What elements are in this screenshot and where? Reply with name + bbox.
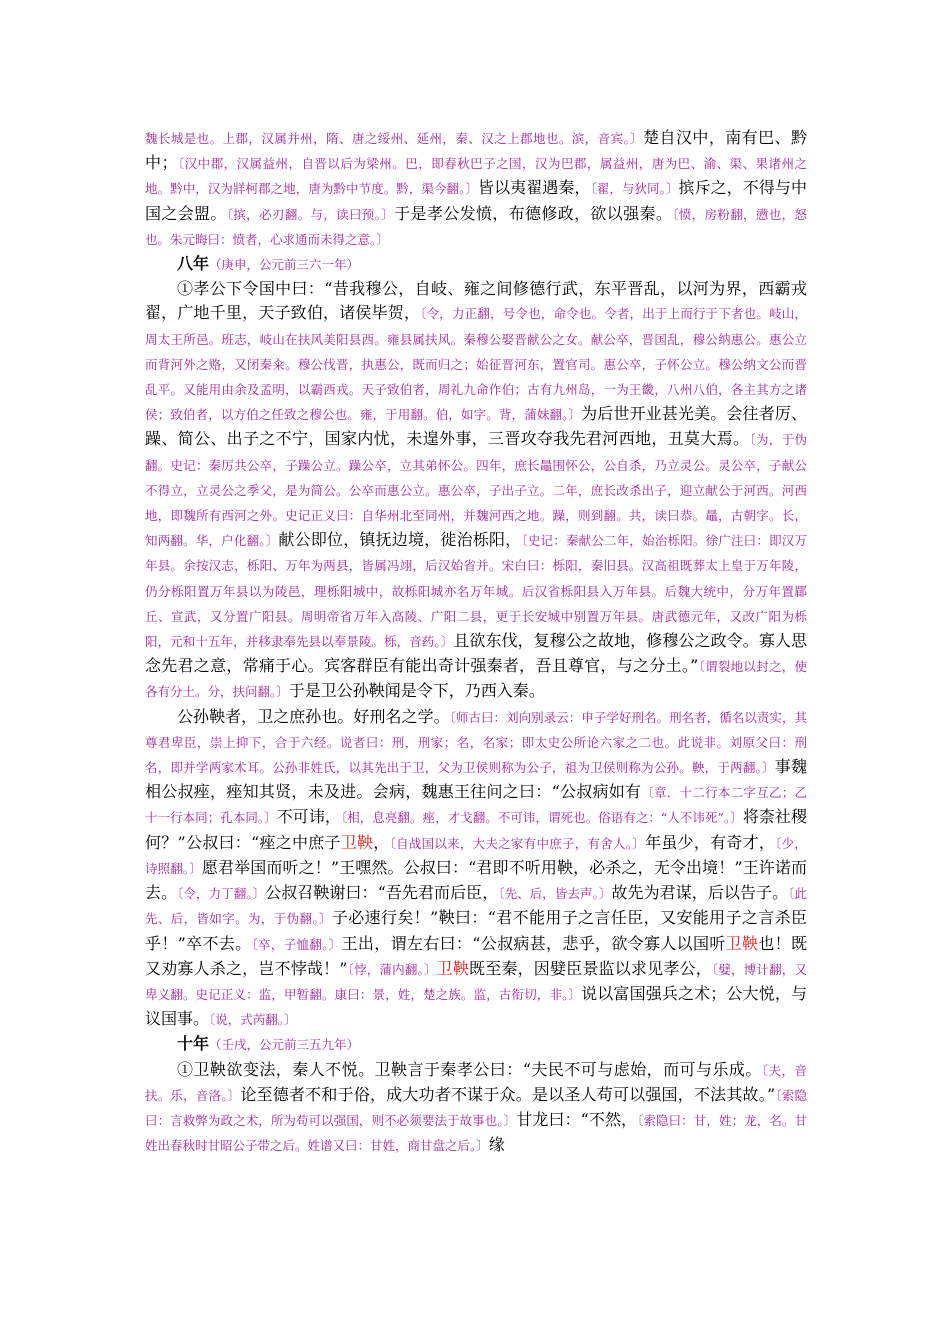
annotation-note: 〔为，于伪翻。史记：秦厉共公卒，子躁公立。躁公卒，立其弟怀公。四年，庶长鼂围怀公，公自杀，乃立灵公。灵公卒，子献公不得立，立灵公之季父，是为简公。公卒而惠公立。惠公卒，子出子立。二年，庶长改杀出子，迎立献公于河西。河西地，即魏所有西河之外。史记正义曰：自华州北至同州，并魏河西之地。躁，则到翻。共，读曰恭。鼂，古朝字。长，知两翻。华，户化翻。〕 <box>145 432 807 549</box>
main-text: 既至秦，因嬖臣景监以求见孝公， <box>469 958 712 978</box>
annotation-note: 魏长城是也。上郡，汉属并州，隋、唐之绥州、延州，秦、汉之上郡地也。滨，音宾。〕 <box>145 131 644 146</box>
paragraph-p1 <box>145 126 807 252</box>
main-text: 也！既又劝寡人杀之，岂不悖哉！” <box>145 933 807 978</box>
main-text: ， <box>373 832 390 852</box>
annotation-note: 〔相，息亮翻。痤，才戈翻。不可讳，谓死也。俗语有之：“人不讳死”。〕 <box>340 810 743 826</box>
main-text: ①孝公下令国中曰：“昔我穆公，自岐、雍之间修德行武，东平晋乱，以河为界，西霸戎翟，广地千里，天子致伯，诸侯毕贺， <box>145 279 807 323</box>
main-text: 王出，谓左右曰：“公叔病甚，悲乎，欲令寡人以国听 <box>341 933 726 953</box>
annotation-note: 〔翟，与狄同。〕 <box>590 181 679 197</box>
annotation-note: 〔索隐曰：甘，姓；龙，名。甘姓出春秋时甘昭公子带之后。姓谱又曰：甘姓，商甘盘之后。〕 <box>145 1112 807 1154</box>
highlighted-name: 卫鞅 <box>725 933 759 953</box>
main-text: 于是孝公发愤，布德修政，欲以强秦。 <box>394 203 673 223</box>
annotation-note: 〔夫，音扶。乐，音洛。〕 <box>145 1062 807 1103</box>
main-text: 献公即位，镇抚边境，徙治栎阳， <box>278 530 522 550</box>
annotation-note: 〔史记：秦献公二年，始治栎阳。徐广注曰：即汉万年县。余按汉志，栎阳、万年为两县，皆属冯翊，后汉始省并。宋白曰：栎阳，秦旧县。汉高祖既葬太上皇于万年陵，仍分栎阳置万年县以为陵邑，理栎阳城中，故栎阳城亦名万年城。后汉省栎阳县入万年县。后魏大统中，分万年置郿丘、宣武，又分置广阳县。周明帝省万年入高陵、广阳二县，更于长安城中别置万年县。唐武德元年，又改广阳为栎阳，元和十五年，并移隶奉先县以奉景陵。栎，音药。〕 <box>145 533 807 650</box>
year-heading: 八年 <box>177 254 210 274</box>
main-text: 说以富国强兵之术；公大悦，与议国事。 <box>145 983 807 1029</box>
main-text: 为后世开业甚光美。会往者厉、躁、简公、出子之不宁，国家内忧，未遑外事，三晋攻夺我先君河西地，丑莫大焉。 <box>145 404 807 449</box>
paragraph-p3 <box>145 277 807 704</box>
annotation-note: 〔愤，房粉翻，懑也，怒也。朱元晦曰：愤者，心求通而未得之意。〕 <box>145 206 807 247</box>
annotation-note: 〔此先、后，皆如字。为，于伪翻。〕 <box>145 886 807 927</box>
annotation-note: 〔章．十二行本二字互乙；乙十一行本同；孔本同。〕 <box>145 785 807 826</box>
annotation-note: 〔汉中郡，汉属益州，自晋以后为梁州。巴，即春秋巴子之国，汉为巴郡，属益州，唐为巴、渝、渠、果诸州之地。黔中，汉为牂柯郡之地，唐为黔中节度。黔，渠今翻。〕 <box>145 156 807 197</box>
annotation-note: 〔索隐曰：言救弊为政之术，所为苟可以强国，则不必须要法于故事也。〕 <box>145 1087 807 1128</box>
annotation-note: 〔摈，必刃翻。与，读曰预。〕 <box>226 206 395 222</box>
main-text: 事魏相公叔痤，痤知其贤，未及进。会病，魏惠王往问之曰：“公叔病如有 <box>145 757 807 802</box>
main-text: 子必速行矣！”鞅曰：“君不能用子之言任臣，又安能用子之言杀臣乎！”卒不去。 <box>145 908 807 953</box>
main-text: 不可讳， <box>276 807 341 827</box>
main-text: 缘 <box>488 1135 505 1155</box>
main-text: 楚自汉中，南有巴、黔中； <box>145 128 807 173</box>
highlighted-name: 卫鞅 <box>340 832 374 852</box>
paragraph-p6 <box>145 1058 807 1159</box>
main-text: 且欲东伐，复穆公之故地，修穆公之政令。寡人思念先君之意，常痛于心。宾客群臣有能出奇计强秦者，吾且尊官，与之分土。” <box>145 631 807 676</box>
document-page <box>145 126 807 1158</box>
annotation-note: 〔少，诗照翻。〕 <box>145 835 807 876</box>
main-text: 皆以夷翟遇秦， <box>478 178 591 198</box>
annotation-note: 〔说，式芮翻。〕 <box>209 1012 297 1028</box>
main-text: 故先为君谋，后以告子。 <box>611 883 789 903</box>
paragraph-p5 <box>145 1032 807 1057</box>
annotation-note: 〔令，力丁翻。〕 <box>177 886 266 902</box>
annotation-note: 〔师古曰：刘向别录云：申子学好刑名。刑名者，循名以责实，其尊君卑臣，崇上抑下，合于六经。说者曰：刑，刑家；名，名家；即太史公所论六家之二也。此说非。刘原父曰：刑名，即并学两家术耳。公孙非姓氏，以其先出于卫，父为卫侯则称为公子，祖为卫侯则称为公孙。鞅，于两翻。〕 <box>145 709 807 776</box>
main-text: 摈斥之，不得与中国之会盟。 <box>145 178 807 223</box>
document-text <box>145 126 807 1158</box>
highlighted-name: 卫鞅 <box>436 958 470 978</box>
annotation-note: 〔悖，蒲内翻。〕 <box>347 961 437 977</box>
annotation-note: 〔令，力正翻，号令也，命令也。令者，出于上而行于下者也。岐山，周太王所邑。班志，岐山在扶风美阳县西。雍县属扶风。秦穆公娶晋献公之女。献公卒，晋国乱，穆公纳惠公。惠公立而背河外之赂，又闭秦籴。穆公伐晋，执惠公，既而归之；始征晋河东，置官司。惠公卒，子怀公立。穆公纳文公而晋乱平。又能用由余及孟明，以霸西戎。天子致伯者，周礼九命作伯；古有九州岛，一为王畿，八州八伯，各主其方之诸侯；致伯者，以方伯之任致之穆公也。雍，于用翻。伯，如字。背，蒲妹翻。〕 <box>145 306 807 423</box>
annotation-note: 〔卒，子恤翻。〕 <box>251 936 342 952</box>
main-text: 将柰社稷何？”公叔曰：“痤之中庶子 <box>145 807 807 852</box>
main-text: 公叔召鞅谢曰：“吾先君而后臣， <box>265 883 499 903</box>
main-text: 论至德者不和于俗，成大功者不谋于众。是以圣人苟可以强国，不法其故。” <box>240 1084 776 1104</box>
paragraph-p2 <box>145 252 807 277</box>
year-note: （庚申，公元前三六一年） <box>209 257 360 273</box>
main-text: 公孙鞅者，卫之庶孙也。好刑名之学。 <box>177 706 450 726</box>
annotation-note: 〔嬖，博计翻，又卑义翻。史记正义：监，甲暂翻。康曰：景，姓，楚之族。监，古衔切，非。〕 <box>145 961 807 1002</box>
year-heading: 十年 <box>177 1034 210 1054</box>
year-note: （壬戌，公元前三五九年） <box>209 1037 360 1053</box>
paragraph-p4 <box>145 705 807 1033</box>
main-text: 愿君举国而听之！”王嘿然。公叔曰：“君即不听用鞅，必杀之，无令出境！”王许诺而去。 <box>145 857 807 903</box>
main-text: ①卫鞅欲变法，秦人不悦。卫鞅言于秦孝公曰：“夫民不可与虑始，而可与乐成。 <box>177 1059 762 1079</box>
main-text: 年虽少，有奇才， <box>645 832 776 852</box>
annotation-note: 〔先、后，皆去声。〕 <box>498 886 612 902</box>
annotation-note: 〔谓裂地以封之，使各有分土。分，扶问翻。〕 <box>145 659 807 700</box>
main-text: 甘龙曰：“不然， <box>516 1109 638 1129</box>
main-text: 于是卫公孙鞅闻是令下，乃西入秦。 <box>288 681 545 701</box>
annotation-note: 〔自战国以来，大夫之家有中庶子，有舍人。〕 <box>389 835 646 851</box>
